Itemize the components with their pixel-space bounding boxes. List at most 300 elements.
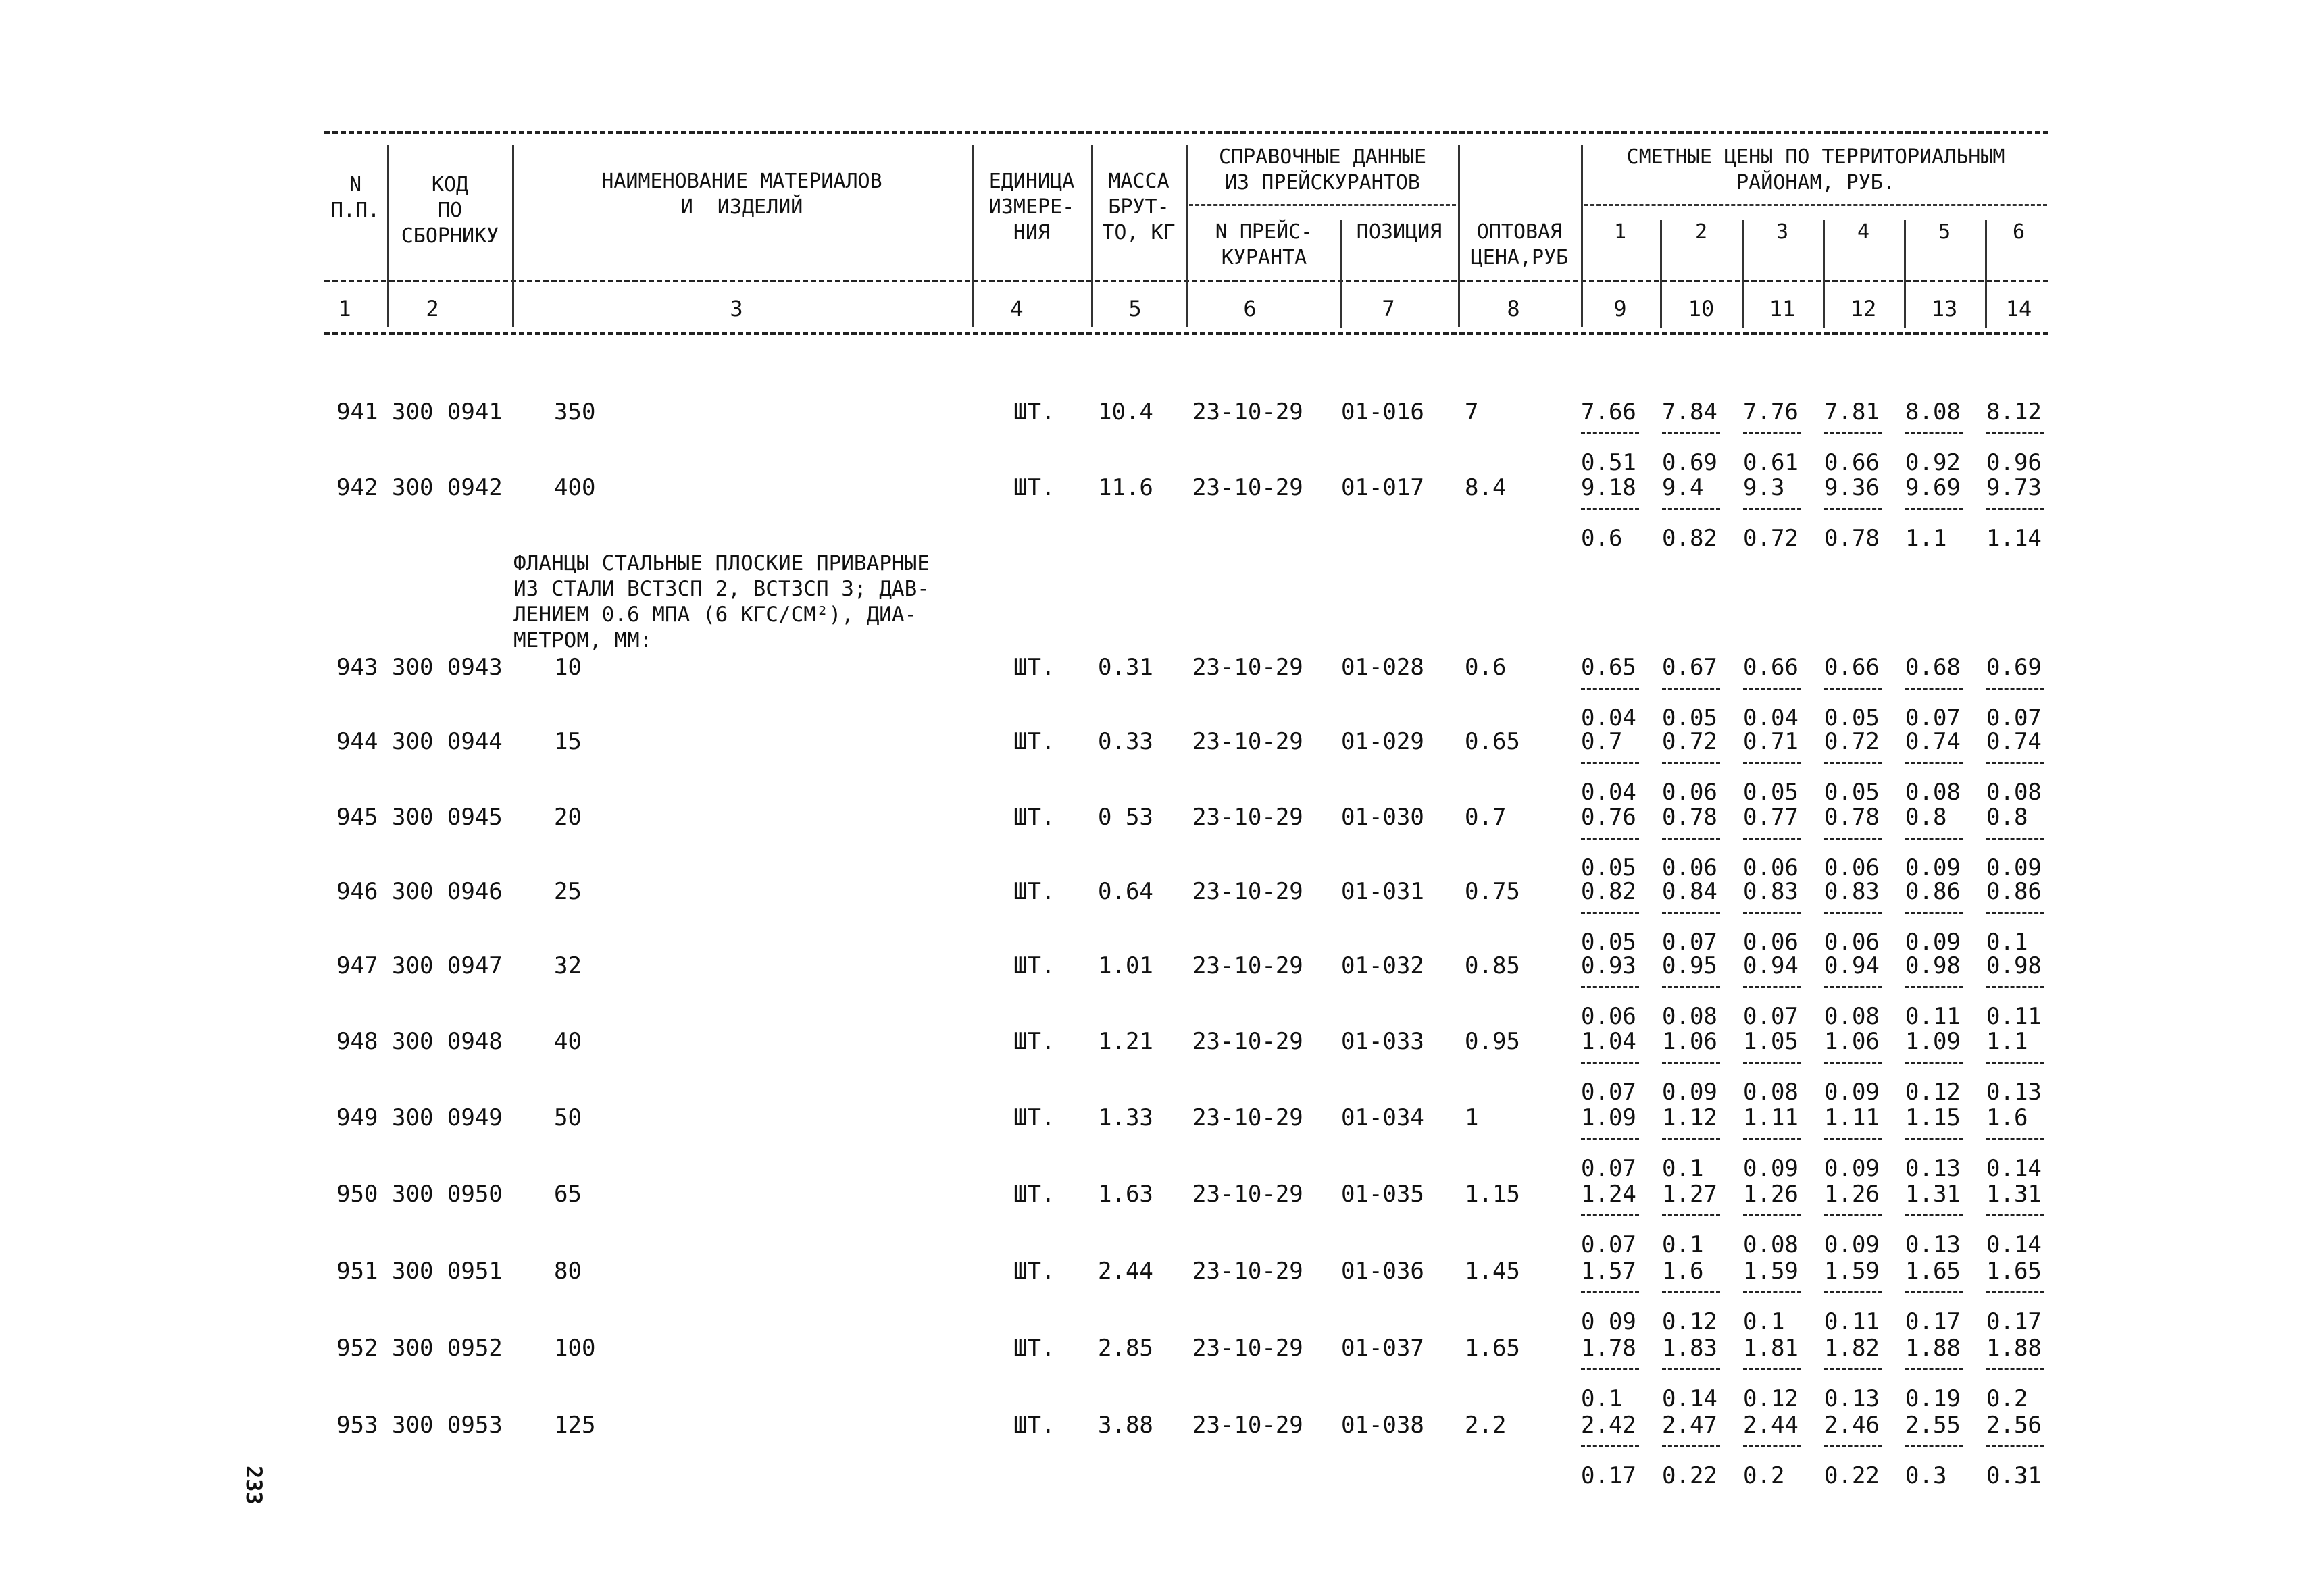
row-number: 951 xyxy=(336,1258,378,1285)
price-value-bottom: 0.06 xyxy=(1743,929,1799,956)
fraction-rule xyxy=(1743,688,1801,690)
fraction-rule xyxy=(1662,1368,1720,1370)
row-name: 65 xyxy=(554,1181,582,1208)
price-value: 0.78 xyxy=(1662,804,1717,831)
fraction-rule xyxy=(1662,1062,1720,1064)
column-number: 2 xyxy=(426,296,439,321)
row-wholesale: 0.95 xyxy=(1465,1028,1520,1055)
column-number: 7 xyxy=(1382,296,1395,321)
price-value-bottom: 0.09 xyxy=(1743,1155,1799,1182)
row-mass: 11.6 xyxy=(1098,474,1153,501)
header-top-rule xyxy=(324,131,2048,134)
column-number: 14 xyxy=(2005,296,2032,321)
row-position: 01-028 xyxy=(1341,654,1424,681)
price-value-bottom: 0.1 xyxy=(1743,1308,1785,1335)
row-pricelist: 23-10-29 xyxy=(1192,804,1303,831)
fraction-rule xyxy=(1743,912,1801,914)
fraction-rule xyxy=(1824,1062,1882,1064)
price-value-bottom: 0.14 xyxy=(1986,1231,2042,1258)
price-value-bottom: 0.2 xyxy=(1743,1462,1785,1489)
price-value: 0.76 xyxy=(1581,804,1636,831)
price-value: 1.83 xyxy=(1662,1335,1717,1362)
fraction-rule xyxy=(1986,688,2044,690)
price-value-bottom: 0.09 xyxy=(1905,929,1961,956)
fraction-rule xyxy=(1824,1368,1882,1370)
price-value-bottom: 0.19 xyxy=(1905,1385,1961,1412)
price-value-bottom: 0.07 xyxy=(1986,704,2042,731)
row-code: 300 0941 xyxy=(392,398,503,426)
row-position: 01-036 xyxy=(1341,1258,1424,1285)
row-name: 80 xyxy=(554,1258,582,1285)
fraction-rule xyxy=(1743,432,1801,434)
fraction-rule xyxy=(1986,762,2044,764)
fraction-rule xyxy=(1581,1062,1639,1064)
price-value: 0.86 xyxy=(1986,878,2042,905)
row-wholesale: 0.65 xyxy=(1465,728,1520,755)
fraction-rule xyxy=(1824,1291,1882,1293)
row-pricelist: 23-10-29 xyxy=(1192,474,1303,501)
price-value: 1.09 xyxy=(1581,1104,1636,1131)
price-value-bottom: 0.17 xyxy=(1581,1462,1636,1489)
column-number: 11 xyxy=(1769,296,1796,321)
price-value-bottom: 0.07 xyxy=(1581,1079,1636,1106)
price-value: 0.68 xyxy=(1905,654,1961,681)
price-value-bottom: 0.1 xyxy=(1662,1231,1704,1258)
price-value-bottom: 0.61 xyxy=(1743,449,1799,476)
price-value-bottom: 0.51 xyxy=(1581,449,1636,476)
row-name: 50 xyxy=(554,1104,582,1131)
row-number: 947 xyxy=(336,952,378,979)
region-number: 3 xyxy=(1776,220,1789,244)
price-value-bottom: 0.04 xyxy=(1581,779,1636,806)
price-value-bottom: 0.05 xyxy=(1581,929,1636,956)
price-value: 1.59 xyxy=(1743,1258,1799,1285)
row-position: 01-016 xyxy=(1341,398,1424,426)
price-value: 1.57 xyxy=(1581,1258,1636,1285)
row-unit: ШТ. xyxy=(1013,398,1055,426)
row-name: 40 xyxy=(554,1028,582,1055)
row-code: 300 0944 xyxy=(392,728,503,755)
price-value-bottom: 0.08 xyxy=(1743,1231,1799,1258)
fraction-rule xyxy=(1662,1291,1720,1293)
price-value: 2.46 xyxy=(1824,1412,1880,1439)
price-value: 0.83 xyxy=(1824,878,1880,905)
price-value-bottom: 0.06 xyxy=(1662,854,1717,881)
row-mass: 2.44 xyxy=(1098,1258,1153,1285)
price-value: 0.77 xyxy=(1743,804,1799,831)
row-mass: 0 53 xyxy=(1098,804,1153,831)
fraction-rule xyxy=(1662,1214,1720,1216)
price-value: 1.31 xyxy=(1986,1181,2042,1208)
price-value: 1.06 xyxy=(1662,1028,1717,1055)
price-value-bottom: 0.08 xyxy=(1905,779,1961,806)
price-value-bottom: 0.05 xyxy=(1662,704,1717,731)
fraction-rule xyxy=(1905,508,1963,510)
price-value: 1.11 xyxy=(1824,1104,1880,1131)
price-value-bottom: 0.12 xyxy=(1905,1079,1961,1106)
region-number: 1 xyxy=(1613,220,1627,244)
column-number: 8 xyxy=(1507,296,1520,321)
fraction-rule xyxy=(1581,1291,1639,1293)
price-value: 9.36 xyxy=(1824,474,1880,501)
fraction-rule xyxy=(1743,1291,1801,1293)
header-n: N П.П. xyxy=(330,173,380,222)
price-value: 0.98 xyxy=(1905,952,1961,979)
row-code: 300 0952 xyxy=(392,1335,503,1362)
row-pricelist: 23-10-29 xyxy=(1192,878,1303,905)
price-value: 0.94 xyxy=(1824,952,1880,979)
fraction-rule xyxy=(1581,1138,1639,1140)
row-name: 350 xyxy=(554,398,596,426)
fraction-rule xyxy=(1986,1445,2044,1447)
row-code: 300 0950 xyxy=(392,1181,503,1208)
row-code: 300 0945 xyxy=(392,804,503,831)
column-number: 5 xyxy=(1128,296,1142,321)
price-value: 0.72 xyxy=(1662,728,1717,755)
region-number: 4 xyxy=(1857,220,1870,244)
row-wholesale: 0.6 xyxy=(1465,654,1507,681)
column-number: 3 xyxy=(730,296,743,321)
price-value: 1.6 xyxy=(1662,1258,1704,1285)
row-mass: 1.33 xyxy=(1098,1104,1153,1131)
price-value-bottom: 0.22 xyxy=(1824,1462,1880,1489)
fraction-rule xyxy=(1986,1368,2044,1370)
price-value: 0.7 xyxy=(1581,728,1623,755)
price-value-bottom: 0.06 xyxy=(1743,854,1799,881)
row-wholesale: 0.85 xyxy=(1465,952,1520,979)
price-value: 0.66 xyxy=(1743,654,1799,681)
row-unit: ШТ. xyxy=(1013,952,1055,979)
price-value-bottom: 0.17 xyxy=(1986,1308,2042,1335)
row-name: 100 xyxy=(554,1335,596,1362)
price-value-bottom: 0.17 xyxy=(1905,1308,1961,1335)
row-code: 300 0943 xyxy=(392,654,503,681)
row-wholesale: 1.15 xyxy=(1465,1181,1520,1208)
header-regions: СМЕТНЫЕ ЦЕНЫ ПО ТЕРРИТОРИАЛЬНЫМ РАЙОНАМ, РУБ. xyxy=(1626,145,2005,195)
price-value-bottom: 0.06 xyxy=(1824,929,1880,956)
fraction-rule xyxy=(1905,762,1963,764)
row-mass: 0.64 xyxy=(1098,878,1153,905)
price-value-bottom: 0.09 xyxy=(1824,1079,1880,1106)
fraction-rule xyxy=(1824,762,1882,764)
row-unit: ШТ. xyxy=(1013,1028,1055,1055)
fraction-rule xyxy=(1986,838,2044,840)
price-value-bottom: 0.09 xyxy=(1986,854,2042,881)
fraction-rule xyxy=(1905,1062,1963,1064)
row-number: 946 xyxy=(336,878,378,905)
fraction-rule xyxy=(1743,762,1801,764)
price-value: 0.83 xyxy=(1743,878,1799,905)
fraction-rule xyxy=(1581,912,1639,914)
header-bottom-rule xyxy=(324,332,2048,335)
price-value: 0.8 xyxy=(1905,804,1947,831)
row-code: 300 0946 xyxy=(392,878,503,905)
fraction-rule xyxy=(1581,762,1639,764)
header-sub-rule xyxy=(1189,204,1456,206)
price-value: 1.26 xyxy=(1824,1181,1880,1208)
price-value-bottom: 0.06 xyxy=(1581,1003,1636,1030)
price-value: 0.66 xyxy=(1824,654,1880,681)
price-value: 7.76 xyxy=(1743,398,1799,426)
price-value: 1.65 xyxy=(1905,1258,1961,1285)
header-ref: СПРАВОЧНЫЕ ДАННЫЕ ИЗ ПРЕЙСКУРАНТОВ xyxy=(1218,145,1427,195)
fraction-rule xyxy=(1905,1138,1963,1140)
row-wholesale: 1 xyxy=(1465,1104,1479,1131)
header-unit: ЕДИНИЦА ИЗМЕРЕ- НИЯ xyxy=(988,170,1075,244)
price-value: 2.47 xyxy=(1662,1412,1717,1439)
fraction-rule xyxy=(1743,838,1801,840)
header-pricelist: N ПРЕЙС- КУРАНТА xyxy=(1215,220,1313,269)
row-position: 01-033 xyxy=(1341,1028,1424,1055)
row-mass: 1.21 xyxy=(1098,1028,1153,1055)
row-code: 300 0953 xyxy=(392,1412,503,1439)
price-value: 1.09 xyxy=(1905,1028,1961,1055)
fraction-rule xyxy=(1905,1368,1963,1370)
fraction-rule xyxy=(1905,1214,1963,1216)
fraction-rule xyxy=(1905,986,1963,988)
row-number: 950 xyxy=(336,1181,378,1208)
row-number: 949 xyxy=(336,1104,378,1131)
row-position: 01-034 xyxy=(1341,1104,1424,1131)
fraction-rule xyxy=(1986,1291,2044,1293)
price-value: 8.08 xyxy=(1905,398,1961,426)
fraction-rule xyxy=(1662,912,1720,914)
row-unit: ШТ. xyxy=(1013,1104,1055,1131)
row-position: 01-017 xyxy=(1341,474,1424,501)
price-value-bottom: 0.78 xyxy=(1824,525,1880,552)
row-unit: ШТ. xyxy=(1013,878,1055,905)
price-value: 9.4 xyxy=(1662,474,1704,501)
price-value-bottom: 0.69 xyxy=(1662,449,1717,476)
row-number: 952 xyxy=(336,1335,378,1362)
price-value: 0.74 xyxy=(1905,728,1961,755)
row-unit: ШТ. xyxy=(1013,474,1055,501)
fraction-rule xyxy=(1824,432,1882,434)
price-value-bottom: 0.08 xyxy=(1662,1003,1717,1030)
row-position: 01-037 xyxy=(1341,1335,1424,1362)
price-value: 0.86 xyxy=(1905,878,1961,905)
column-number: 12 xyxy=(1850,296,1877,321)
row-position: 01-038 xyxy=(1341,1412,1424,1439)
row-name: 25 xyxy=(554,878,582,905)
fraction-rule xyxy=(1743,1445,1801,1447)
fraction-rule xyxy=(1581,1445,1639,1447)
row-pricelist: 23-10-29 xyxy=(1192,1104,1303,1131)
price-value: 1.11 xyxy=(1743,1104,1799,1131)
row-unit: ШТ. xyxy=(1013,1258,1055,1285)
price-value: 1.31 xyxy=(1905,1181,1961,1208)
price-value-bottom: 0.31 xyxy=(1986,1462,2042,1489)
row-mass: 2.85 xyxy=(1098,1335,1153,1362)
price-value-bottom: 0.07 xyxy=(1581,1231,1636,1258)
price-value-bottom: 0.2 xyxy=(1986,1385,2028,1412)
fraction-rule xyxy=(1824,1214,1882,1216)
price-value-bottom: 0.04 xyxy=(1581,704,1636,731)
fraction-rule xyxy=(1905,912,1963,914)
price-value: 0.69 xyxy=(1986,654,2042,681)
row-wholesale: 0.75 xyxy=(1465,878,1520,905)
price-value-bottom: 0.72 xyxy=(1743,525,1799,552)
row-wholesale: 0.7 xyxy=(1465,804,1507,831)
fraction-rule xyxy=(1743,1368,1801,1370)
fraction-rule xyxy=(1986,432,2044,434)
fraction-rule xyxy=(1986,508,2044,510)
price-value: 7.84 xyxy=(1662,398,1717,426)
header-name: НАИМЕНОВАНИЕ МАТЕРИАЛОВ И ИЗДЕЛИЙ xyxy=(601,170,882,219)
price-value: 0.67 xyxy=(1662,654,1717,681)
price-value: 9.73 xyxy=(1986,474,2042,501)
price-value: 7.81 xyxy=(1824,398,1880,426)
price-value-bottom: 0.09 xyxy=(1824,1231,1880,1258)
price-value: 0.72 xyxy=(1824,728,1880,755)
price-value-bottom: 0.05 xyxy=(1743,779,1799,806)
row-name: 400 xyxy=(554,474,596,501)
price-value: 0.95 xyxy=(1662,952,1717,979)
price-value-bottom: 0.07 xyxy=(1581,1155,1636,1182)
price-value-bottom: 0.07 xyxy=(1662,929,1717,956)
row-number: 943 xyxy=(336,654,378,681)
price-value: 1.6 xyxy=(1986,1104,2028,1131)
fraction-rule xyxy=(1824,1445,1882,1447)
row-position: 01-035 xyxy=(1341,1181,1424,1208)
price-value-bottom: 0.09 xyxy=(1824,1155,1880,1182)
header-position: ПОЗИЦИЯ xyxy=(1356,220,1442,244)
price-value-bottom: 0.08 xyxy=(1986,779,2042,806)
row-code: 300 0948 xyxy=(392,1028,503,1055)
price-value: 1.05 xyxy=(1743,1028,1799,1055)
row-mass: 1.63 xyxy=(1098,1181,1153,1208)
price-value: 0.78 xyxy=(1824,804,1880,831)
row-pricelist: 23-10-29 xyxy=(1192,1412,1303,1439)
fraction-rule xyxy=(1905,1445,1963,1447)
price-value: 1.78 xyxy=(1581,1335,1636,1362)
row-mass: 0.31 xyxy=(1098,654,1153,681)
column-number-row xyxy=(324,296,2048,323)
price-value: 7.66 xyxy=(1581,398,1636,426)
fraction-rule xyxy=(1824,508,1882,510)
row-wholesale: 8.4 xyxy=(1465,474,1507,501)
price-value-bottom: 0 09 xyxy=(1581,1308,1636,1335)
price-value: 1.12 xyxy=(1662,1104,1717,1131)
row-unit: ШТ. xyxy=(1013,1412,1055,1439)
price-value: 1.15 xyxy=(1905,1104,1961,1131)
column-number: 1 xyxy=(338,296,351,321)
row-number: 948 xyxy=(336,1028,378,1055)
region-number: 5 xyxy=(1938,220,1951,244)
row-position: 01-032 xyxy=(1341,952,1424,979)
column-number: 13 xyxy=(1931,296,1958,321)
row-mass: 10.4 xyxy=(1098,398,1153,426)
fraction-rule xyxy=(1986,1062,2044,1064)
header-mass: МАССА БРУТ- ТО, КГ xyxy=(1102,170,1176,244)
fraction-rule xyxy=(1986,1214,2044,1216)
fraction-rule xyxy=(1662,838,1720,840)
fraction-rule xyxy=(1824,1138,1882,1140)
row-pricelist: 23-10-29 xyxy=(1192,1258,1303,1285)
row-pricelist: 23-10-29 xyxy=(1192,654,1303,681)
row-pricelist: 23-10-29 xyxy=(1192,1335,1303,1362)
price-value-bottom: 0.06 xyxy=(1662,779,1717,806)
price-value-bottom: 0.11 xyxy=(1824,1308,1880,1335)
row-number: 941 xyxy=(336,398,378,426)
price-value-bottom: 0.13 xyxy=(1905,1155,1961,1182)
row-mass: 0.33 xyxy=(1098,728,1153,755)
price-value-bottom: 0.13 xyxy=(1986,1079,2042,1106)
fraction-rule xyxy=(1986,912,2044,914)
price-value: 1.81 xyxy=(1743,1335,1799,1362)
price-value: 1.82 xyxy=(1824,1335,1880,1362)
price-value-bottom: 0.04 xyxy=(1743,704,1799,731)
fraction-rule xyxy=(1905,688,1963,690)
row-code: 300 0951 xyxy=(392,1258,503,1285)
price-value: 0.84 xyxy=(1662,878,1717,905)
price-value-bottom: 0.08 xyxy=(1824,1003,1880,1030)
price-value: 9.18 xyxy=(1581,474,1636,501)
price-value-bottom: 0.22 xyxy=(1662,1462,1717,1489)
fraction-rule xyxy=(1743,1214,1801,1216)
price-value-bottom: 0.12 xyxy=(1743,1385,1799,1412)
region-number-row xyxy=(1581,220,2054,247)
row-unit: ШТ. xyxy=(1013,804,1055,831)
fraction-rule xyxy=(1581,1368,1639,1370)
price-value-bottom: 0.14 xyxy=(1986,1155,2042,1182)
price-value-bottom: 0.05 xyxy=(1824,779,1880,806)
price-value: 1.88 xyxy=(1986,1335,2042,1362)
price-value: 8.12 xyxy=(1986,398,2042,426)
row-pricelist: 23-10-29 xyxy=(1192,1028,1303,1055)
row-name: 32 xyxy=(554,952,582,979)
price-value-bottom: 0.1 xyxy=(1986,929,2028,956)
price-value: 1.88 xyxy=(1905,1335,1961,1362)
price-value: 0.94 xyxy=(1743,952,1799,979)
row-position: 01-029 xyxy=(1341,728,1424,755)
price-value: 2.44 xyxy=(1743,1412,1799,1439)
fraction-rule xyxy=(1662,688,1720,690)
row-wholesale: 1.45 xyxy=(1465,1258,1520,1285)
price-value: 0.82 xyxy=(1581,878,1636,905)
fraction-rule xyxy=(1905,432,1963,434)
row-mass: 1.01 xyxy=(1098,952,1153,979)
row-unit: ШТ. xyxy=(1013,728,1055,755)
fraction-rule xyxy=(1986,1138,2044,1140)
column-number: 10 xyxy=(1688,296,1715,321)
row-number: 944 xyxy=(336,728,378,755)
column-number: 6 xyxy=(1243,296,1257,321)
section-title: ФЛАНЦЫ СТАЛЬНЫЕ ПЛОСКИЕ ПРИВАРНЫЕ ИЗ СТАЛИ ВСТЗСП 2, ВСТЗСП 3; ДАВ- ЛЕНИЕМ 0.6 МПА (6 КГС/СМ²), ДИА- МЕТРОМ, ММ: xyxy=(513,551,930,652)
fraction-rule xyxy=(1824,838,1882,840)
price-value-bottom: 0.07 xyxy=(1905,704,1961,731)
fraction-rule xyxy=(1743,1062,1801,1064)
price-value-bottom: 0.12 xyxy=(1662,1308,1717,1335)
fraction-rule xyxy=(1662,986,1720,988)
row-pricelist: 23-10-29 xyxy=(1192,1181,1303,1208)
price-value-bottom: 0.96 xyxy=(1986,449,2042,476)
price-value-bottom: 0.06 xyxy=(1824,854,1880,881)
price-value: 0.8 xyxy=(1986,804,2028,831)
row-pricelist: 23-10-29 xyxy=(1192,398,1303,426)
price-value: 1.24 xyxy=(1581,1181,1636,1208)
column-number: 9 xyxy=(1613,296,1627,321)
price-value-bottom: 0.07 xyxy=(1743,1003,1799,1030)
fraction-rule xyxy=(1581,508,1639,510)
row-unit: ШТ. xyxy=(1013,654,1055,681)
price-value-bottom: 0.1 xyxy=(1581,1385,1623,1412)
price-value: 1.04 xyxy=(1581,1028,1636,1055)
row-code: 300 0942 xyxy=(392,474,503,501)
price-value-bottom: 0.3 xyxy=(1905,1462,1947,1489)
fraction-rule xyxy=(1581,838,1639,840)
price-value: 1.27 xyxy=(1662,1181,1717,1208)
